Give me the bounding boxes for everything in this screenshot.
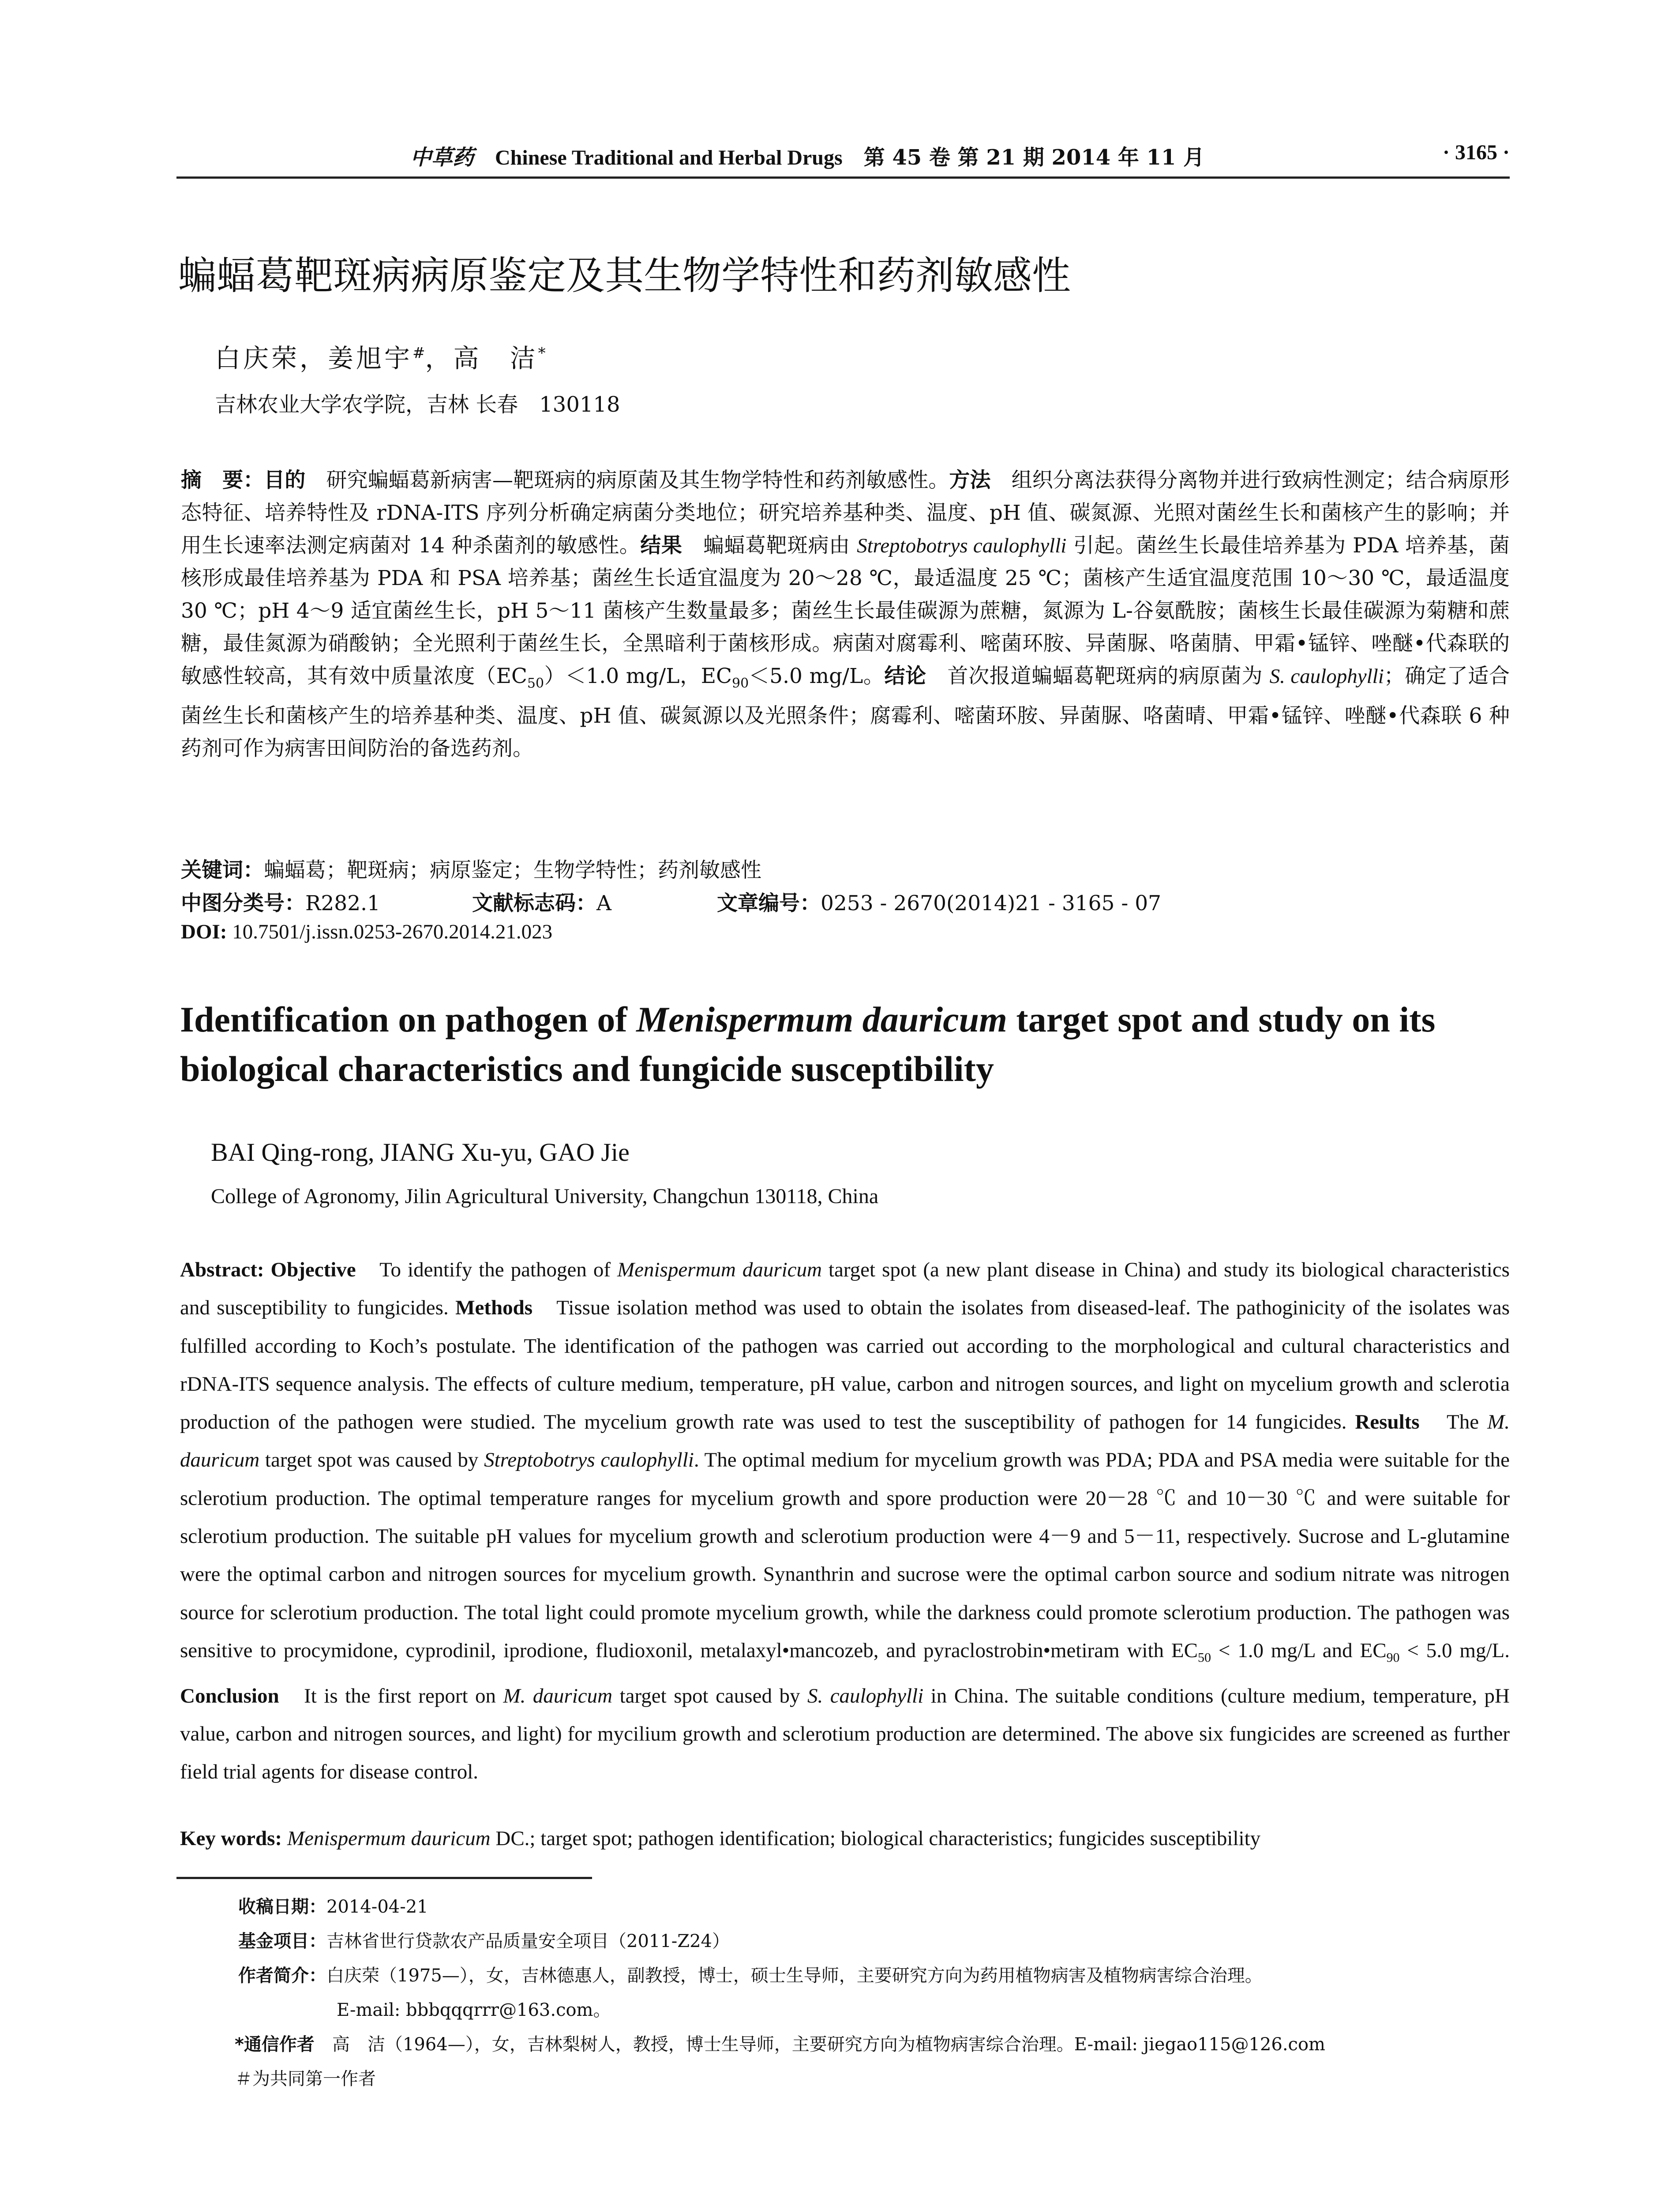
- conclusion-label-cn: 结论: [884, 664, 926, 688]
- doc-code: [472, 887, 611, 916]
- authors-en: BAI Qing-rong, JIANG Xu-yu, GAO Jie: [211, 1138, 630, 1167]
- doi-label: DOI:: [181, 920, 227, 943]
- objective-en-2: target spot (a new plant disease in China) and study its biological characteristics and susceptibility to fungicides.: [180, 1258, 1510, 1320]
- article-number: [717, 887, 1161, 916]
- methods-text-cn: 组织分离法获得分离物并进行致病性测定；结合病原形态特征、培养特性及 rDNA-ITS 序列分析确定病菌分类地位；研究培养基种类、温度、pH 值、碳氮源、光照对菌丝生长和菌核产生的影响；并用生长速率法测定病菌对 14 种杀菌剂的敏感性。: [181, 468, 1510, 558]
- footnote-corresponding: [235, 2030, 1325, 2056]
- doi-value: 10.7501/j.issn.0253-2670.2014.21.023: [227, 920, 553, 943]
- methods-label-cn: 方法: [949, 468, 991, 492]
- doc-code-label: 文献标志码：: [472, 891, 596, 915]
- keywords-cn-label: 关键词：: [181, 858, 264, 882]
- conclusion-text-cn-2: ；确定了适合菌丝生长和菌核产生的培养基种类、温度、pH 值、碳氮源以及光照条件；腐霉利、嘧菌环胺、异菌脲、咯菌晴、甲霜•锰锌、唑醚•代森联 6 种药剂可作为病害田间防治的备选药剂。: [181, 664, 1510, 761]
- doc-code-value: A: [596, 891, 611, 915]
- affiliation-cn: 吉林农业大学农学院，吉林 长春 130118: [215, 392, 620, 417]
- conclusion-en-2: target spot caused by: [612, 1684, 807, 1707]
- conclusion-en-1: It is the first report on: [279, 1684, 503, 1707]
- objective-label-cn: 目的: [264, 468, 306, 492]
- journal-name-cn: 中草药: [410, 145, 474, 170]
- author-3: 高 洁: [453, 343, 538, 373]
- bio-label: 作者简介：: [238, 1966, 326, 1986]
- title-cn: 蝙蝠葛靶斑病病原鉴定及其生物学特性和药剂敏感性: [178, 253, 1071, 298]
- results-text-cn-2: 引起。菌丝生长最佳培养基为 PDA 培养基，菌核形成最佳培养基为 PDA 和 PSA 培养基；菌丝生长适宜温度为 20～28 ℃，最适温度 25 ℃；菌核产生适宜温度范围 10～30 ℃，最适温度 30 ℃；pH 4～9 适宜菌丝生长，pH 5～11 菌核产生数量最多；菌丝生长最佳碳源为蔗糖，氮源为 L-谷氨酰胺；菌核生长最佳碳源为菊糖和蔗糖，最佳氮源为硝酸钠；全光照利于菌丝生长，全黑暗利于菌核形成。病菌对腐霉利、嘧菌环胺、异菌脲、咯菌腈、甲霜•锰锌、唑醚•代森联的敏感性较高，其有效中质量浓度（EC: [181, 533, 1510, 688]
- footnote-fund: [238, 1927, 730, 1952]
- results-label-en: Results: [1355, 1411, 1420, 1434]
- methods-text-en: Tissue isolation method was used to obtain the isolates from diseased-leaf. The pathoginicity of the isolates was fulfilled according to Koch’s postulate. The identification of the pathogen was carried out according to the morphological and cultural characteristics and rDNA-ITS sequence analysis. The effects of culture medium, temperature, pH value, carbon and nitrogen sources, and light on mycelium growth and sclerotia production of the pathogen were studied. The mycelium growth rate was used to test the susceptibility of pathogen for 14 fungicides.: [180, 1296, 1510, 1434]
- header-rule: [176, 176, 1510, 179]
- ec50-subscript-cn: 50: [527, 675, 544, 691]
- conclusion-en-3: in China. The suitable conditions (culture medium, temperature, pH value, carbon and nitrogen sources, and light) for mycilium growth and sclerotium production are determined. The above six fungicides are screened as further field trial agents for disease control.: [180, 1684, 1510, 1784]
- received-label: 收稿日期：: [238, 1897, 326, 1917]
- species-name-cn: Streptobotrys caulophylli: [857, 534, 1067, 557]
- authors-cn: [215, 338, 546, 375]
- conclusion-text-cn-1: 首次报道蝙蝠葛靶斑病的病原菌为: [926, 664, 1270, 688]
- title-en-species: Menispermum dauricum: [636, 999, 1007, 1039]
- abstract-cn: [181, 464, 1510, 765]
- keywords-cn-text: 蝙蝠葛；靶斑病；病原鉴定；生物学特性；药剂敏感性: [264, 858, 761, 882]
- running-header: [176, 140, 1510, 170]
- results-en-5: < 5.0 mg/L.: [1399, 1639, 1510, 1662]
- keywords-en-label: Key words:: [180, 1827, 282, 1850]
- journal-header: [410, 140, 1204, 171]
- results-en-1: The: [1419, 1411, 1488, 1434]
- fund-text: 吉林省世行贷款农产品质量安全项目（2011-Z24）: [326, 1931, 730, 1951]
- results-text-cn-1: 蝙蝠葛靶斑病由: [682, 533, 857, 558]
- results-en-species-2: Streptobotrys caulophylli: [484, 1448, 694, 1472]
- footnote-bio: [238, 1962, 1263, 1987]
- keywords-cn: [181, 854, 761, 883]
- title-en-1: Identification on pathogen of: [180, 999, 637, 1039]
- conclusion-en-species-1: M. dauricum: [503, 1684, 613, 1707]
- volume-info: 第 45 卷 第 21 期 2014 年 11 月: [863, 145, 1205, 170]
- ec90-subscript-en: 90: [1386, 1650, 1400, 1665]
- clc-label: 中图分类号：: [181, 891, 305, 915]
- corresponding-text: 高 洁（1964—），女，吉林梨树人，教授，博士生导师，主要研究方向为植物病害综合治理。E-mail: jiegao115@126.com: [314, 2034, 1325, 2055]
- results-en-2: target spot was caused by: [259, 1448, 484, 1472]
- footnote-bio-email: E-mail: bbbqqqrrr@163.com。: [337, 2000, 611, 2020]
- doi-line: [181, 920, 552, 944]
- abstract-en-label: Abstract: Objective: [180, 1258, 356, 1281]
- objective-en-species: Menispermum dauricum: [617, 1258, 822, 1281]
- results-en-species-1: M. dauricum: [180, 1411, 1510, 1472]
- journal-name-en: Chinese Traditional and Herbal Drugs: [495, 146, 843, 169]
- keywords-en: [180, 1827, 1510, 1850]
- keywords-en-text: DC.; target spot; pathogen identification; biological characteristics; fungicides susceptibility: [490, 1827, 1261, 1850]
- affiliation-en: College of Agronomy, Jilin Agricultural University, Changchun 130118, China: [211, 1185, 879, 1208]
- conclusion-en-species-2: S. caulophylli: [807, 1684, 924, 1707]
- ec50-subscript-en: 50: [1197, 1650, 1211, 1665]
- author-3-mark: *: [538, 344, 546, 362]
- received-date: 2014-04-21: [326, 1897, 428, 1917]
- footnote-received: [238, 1893, 428, 1918]
- author-2: 姜旭宇: [328, 343, 413, 373]
- fund-label: 基金项目：: [238, 1931, 326, 1951]
- page-number: · 3165 ·: [1442, 141, 1510, 164]
- conclusion-species-cn: S. caulophylli: [1269, 665, 1384, 688]
- article-number-label: 文章编号：: [717, 891, 821, 915]
- footnote-cofirst: ＃为共同第一作者: [235, 2069, 376, 2089]
- classification-line: [181, 887, 380, 916]
- ec90-subscript-cn: 90: [731, 675, 749, 691]
- results-label-cn: 结果: [640, 533, 682, 558]
- methods-label-en: Methods: [455, 1296, 533, 1320]
- title-en-2: target spot and study on its biological characteristics and fungicide susceptibility: [180, 999, 1436, 1089]
- abstract-en: [180, 1251, 1510, 1791]
- conclusion-label-en: Conclusion: [180, 1684, 279, 1707]
- author-separator: ，: [425, 343, 454, 373]
- author-1: 白庆荣，: [215, 343, 328, 373]
- corresponding-label: *通信作者: [235, 2034, 315, 2055]
- results-text-cn-4: ＜5.0 mg/L。: [749, 664, 885, 688]
- objective-text-cn: 研究蝙蝠葛新病害—靶斑病的病原菌及其生物学特性和药剂敏感性。: [305, 468, 949, 492]
- clc-value: R282.1: [305, 891, 380, 915]
- article-number-value: 0253 - 2670(2014)21 - 3165 - 07: [821, 891, 1162, 915]
- keywords-en-species: Menispermum dauricum: [282, 1827, 491, 1850]
- results-en-3: . The optimal medium for mycelium growth was PDA; PDA and PSA media were suitable for the sclerotium production. The optimal temperature ranges for mycelium growth and spore production were 20－28 ℃ and 10－30 ℃ and were suitable for sclerotium production. The suitable pH values for mycelium growth and sclerotium production were 4－9 and 5－11, respectively. Sucrose and L-glutamine were the optimal carbon and nitrogen sources for mycelium growth. Synanthrin and sucrose were the optimal carbon source and sodium nitrate was nitrogen source for sclerotium production. The total light could promote mycelium growth, while the darkness could promote sclerotium production. The pathogen was sensitive to procymidone, cyprodinil, iprodione, fludioxonil, metalaxyl•mancozeb, and pyraclostrobin•metiram with EC: [180, 1448, 1510, 1662]
- results-text-cn-3: ）＜1.0 mg/L，EC: [544, 664, 732, 688]
- bio-text: 白庆荣（1975—），女，吉林德惠人，副教授，博士，硕士生导师，主要研究方向为药用植物病害及植物病害综合治理。: [326, 1966, 1263, 1986]
- abstract-cn-label: 摘 要：: [181, 468, 264, 492]
- objective-en-1: To identify the pathogen of: [356, 1258, 617, 1281]
- footnote-rule: [176, 1877, 592, 1879]
- author-2-mark: #: [412, 344, 425, 362]
- title-en: [180, 995, 1508, 1094]
- results-en-4: < 1.0 mg/L and EC: [1211, 1639, 1387, 1662]
